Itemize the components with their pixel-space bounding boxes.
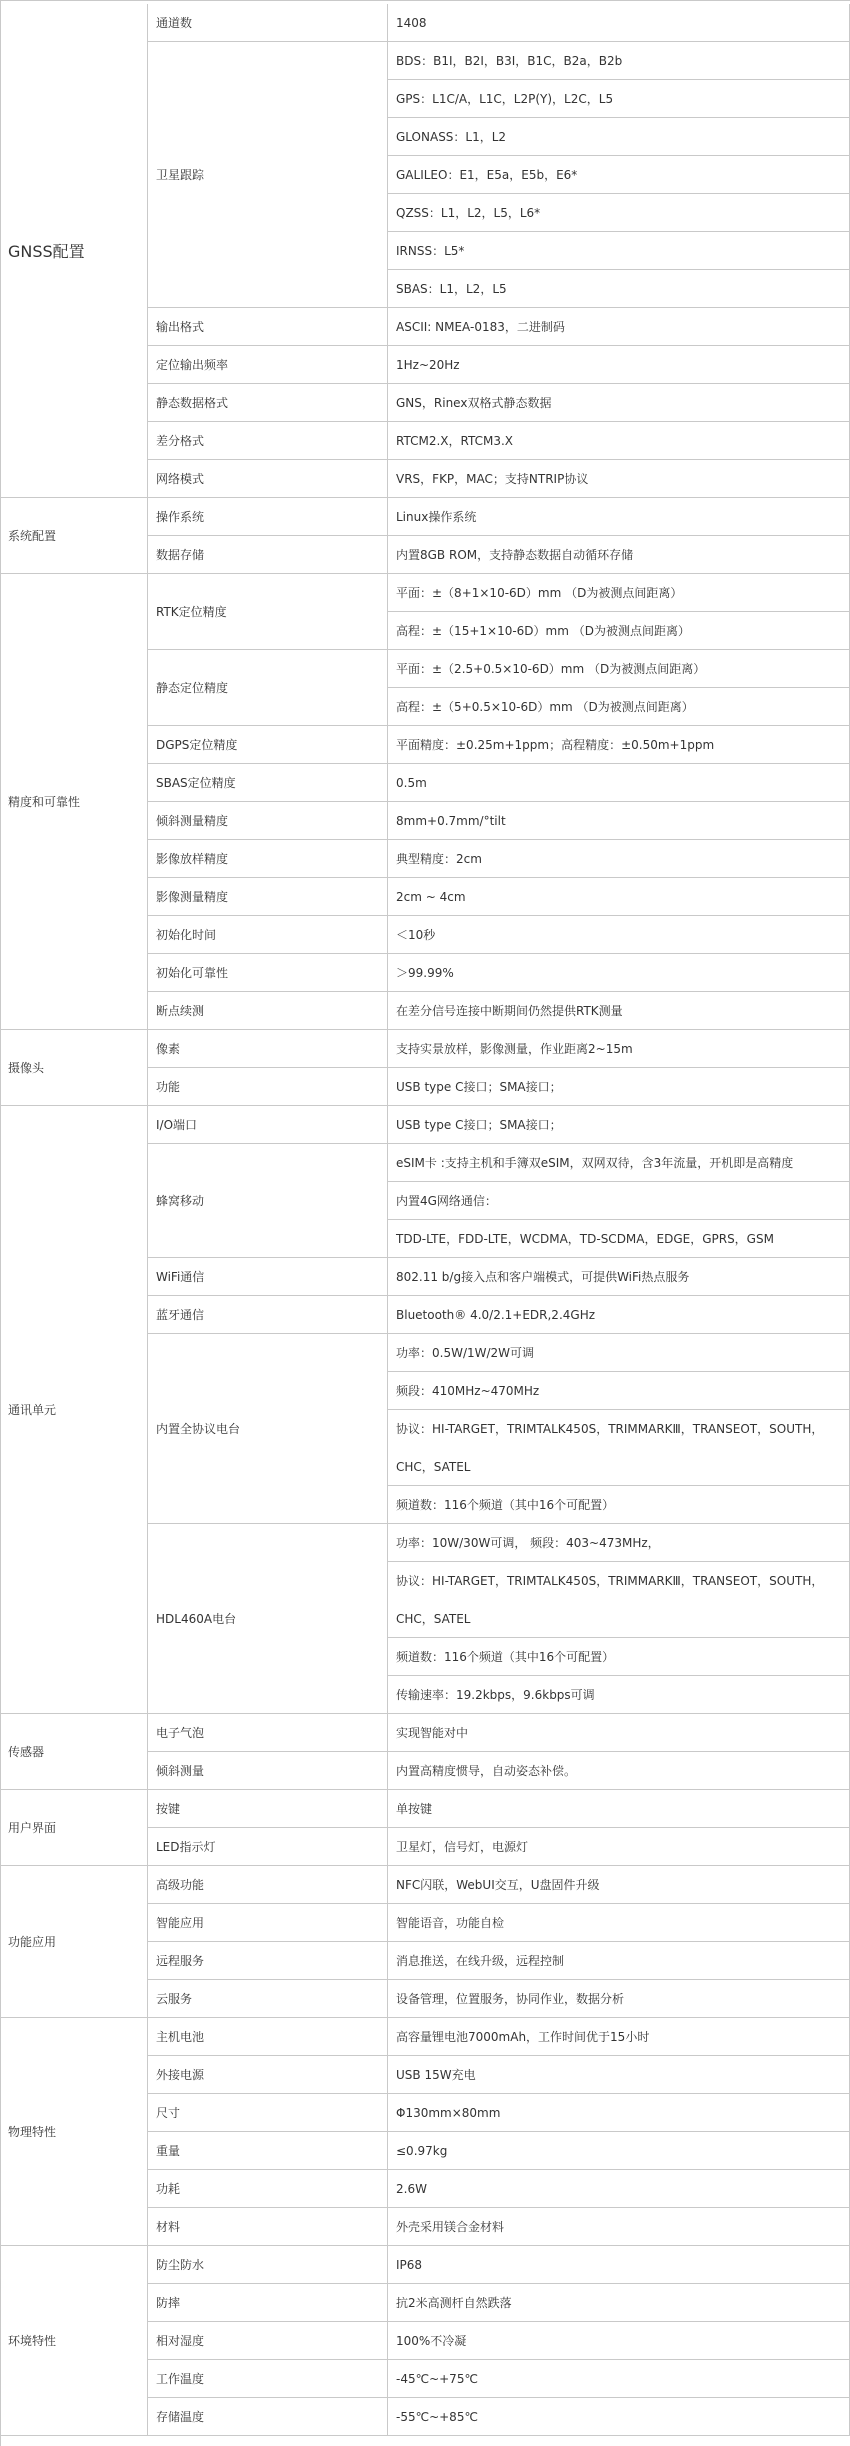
spec-label: SBAS定位精度 bbox=[148, 764, 388, 802]
spec-label: 差分格式 bbox=[148, 422, 388, 460]
spec-value: USB 15W充电 bbox=[388, 2056, 850, 2094]
spec-label: 材料 bbox=[148, 2208, 388, 2246]
spec-value: IRNSS：L5* bbox=[388, 232, 850, 270]
spec-value: Linux操作系统 bbox=[388, 498, 850, 536]
spec-value: 1Hz~20Hz bbox=[388, 346, 850, 384]
spec-value: 平面精度：±0.25m+1ppm；高程精度：±0.50m+1ppm bbox=[388, 726, 850, 764]
spec-label: 按键 bbox=[148, 1790, 388, 1828]
spec-label: 尺寸 bbox=[148, 2094, 388, 2132]
spec-label: 初始化时间 bbox=[148, 916, 388, 954]
spec-label: 功耗 bbox=[148, 2170, 388, 2208]
spec-value: GPS：L1C/A，L1C，L2P(Y)，L2C，L5 bbox=[388, 80, 850, 118]
spec-value: 频段：410MHz~470MHz bbox=[388, 1372, 850, 1410]
spec-value: 8mm+0.7mm/°tilt bbox=[388, 802, 850, 840]
spec-value: TDD-LTE，FDD-LTE，WCDMA，TD-SCDMA，EDGE，GPRS，GSM bbox=[388, 1220, 850, 1258]
spec-value: SBAS：L1，L2，L5 bbox=[388, 270, 850, 308]
spec-label: 智能应用 bbox=[148, 1904, 388, 1942]
spec-value: 内置4G网络通信： bbox=[388, 1182, 850, 1220]
spec-value: 功率：10W/30W可调， 频段：403~473MHz， bbox=[388, 1524, 850, 1562]
spec-category: 环境特性 bbox=[0, 2246, 148, 2436]
spec-label: 网络模式 bbox=[148, 460, 388, 498]
spec-value: 高程：±（5+0.5×10-6D）mm （D为被测点间距离） bbox=[388, 688, 850, 726]
spec-label: 高级功能 bbox=[148, 1866, 388, 1904]
spec-value: 平面：±（8+1×10-6D）mm （D为被测点间距离） bbox=[388, 574, 850, 612]
spec-label: 蓝牙通信 bbox=[148, 1296, 388, 1334]
spec-value: Bluetooth® 4.0/2.1+EDR,2.4GHz bbox=[388, 1296, 850, 1334]
spec-label: 远程服务 bbox=[148, 1942, 388, 1980]
spec-label: 内置全协议电台 bbox=[148, 1334, 388, 1524]
spec-label: I/O端口 bbox=[148, 1106, 388, 1144]
spec-value: 内置高精度惯导，自动姿态补偿。 bbox=[388, 1752, 850, 1790]
spec-value: -55℃~+85℃ bbox=[388, 2398, 850, 2436]
spec-label: HDL460A电台 bbox=[148, 1524, 388, 1714]
spec-label: 断点续测 bbox=[148, 992, 388, 1030]
spec-value: 2.6W bbox=[388, 2170, 850, 2208]
spec-label: LED指示灯 bbox=[148, 1828, 388, 1866]
spec-value: ≤0.97kg bbox=[388, 2132, 850, 2170]
spec-label: 定位输出频率 bbox=[148, 346, 388, 384]
spec-value: -45℃~+75℃ bbox=[388, 2360, 850, 2398]
spec-label: 通道数 bbox=[148, 4, 388, 42]
spec-category: 物理特性 bbox=[0, 2018, 148, 2246]
spec-value: RTCM2.X，RTCM3.X bbox=[388, 422, 850, 460]
spec-value: 内置8GB ROM，支持静态数据自动循环存储 bbox=[388, 536, 850, 574]
spec-value: 设备管理，位置服务，协同作业，数据分析 bbox=[388, 1980, 850, 2018]
spec-value: GALILEO：E1，E5a，E5b，E6* bbox=[388, 156, 850, 194]
spec-value: ASCII: NMEA-0183，二进制码 bbox=[388, 308, 850, 346]
spec-label: 操作系统 bbox=[148, 498, 388, 536]
spec-value: GLONASS：L1，L2 bbox=[388, 118, 850, 156]
spec-value: 抗2米高测杆自然跌落 bbox=[388, 2284, 850, 2322]
spec-category: 摄像头 bbox=[0, 1030, 148, 1106]
spec-label: 初始化可靠性 bbox=[148, 954, 388, 992]
spec-value: 协议：HI-TARGET，TRIMTALK450S，TRIMMARKⅢ，TRANSEOT，SOUTH，CHC，SATEL bbox=[388, 1410, 850, 1486]
spec-label: 数据存储 bbox=[148, 536, 388, 574]
spec-value: 1408 bbox=[388, 4, 850, 42]
spec-label: 功能 bbox=[148, 1068, 388, 1106]
spec-label: DGPS定位精度 bbox=[148, 726, 388, 764]
spec-value: 频道数：116个频道（其中16个可配置） bbox=[388, 1638, 850, 1676]
spec-label: 影像测量精度 bbox=[148, 878, 388, 916]
spec-value: 在差分信号连接中断期间仍然提供RTK测量 bbox=[388, 992, 850, 1030]
spec-label: 输出格式 bbox=[148, 308, 388, 346]
spec-value: Φ130mm×80mm bbox=[388, 2094, 850, 2132]
spec-label: 云服务 bbox=[148, 1980, 388, 2018]
spec-label: 主机电池 bbox=[148, 2018, 388, 2056]
spec-value: VRS，FKP，MAC；支持NTRIP协议 bbox=[388, 460, 850, 498]
spec-category: 精度和可靠性 bbox=[0, 574, 148, 1030]
spec-value: 平面：±（2.5+0.5×10-6D）mm （D为被测点间距离） bbox=[388, 650, 850, 688]
spec-value: 2cm ~ 4cm bbox=[388, 878, 850, 916]
spec-category: 传感器 bbox=[0, 1714, 148, 1790]
spec-value: ＞99.99% bbox=[388, 954, 850, 992]
spec-label: 防尘防水 bbox=[148, 2246, 388, 2284]
spec-value: 传输速率：19.2kbps，9.6kbps可调 bbox=[388, 1676, 850, 1714]
spec-label: 影像放样精度 bbox=[148, 840, 388, 878]
spec-label: 静态定位精度 bbox=[148, 650, 388, 726]
spec-value: 典型精度：2cm bbox=[388, 840, 850, 878]
spec-value: USB type C接口；SMA接口； bbox=[388, 1106, 850, 1144]
spec-value: 0.5m bbox=[388, 764, 850, 802]
spec-label: 静态数据格式 bbox=[148, 384, 388, 422]
spec-value: 协议：HI-TARGET，TRIMTALK450S，TRIMMARKⅢ，TRANSEOT，SOUTH，CHC，SATEL bbox=[388, 1562, 850, 1638]
spec-label: 外接电源 bbox=[148, 2056, 388, 2094]
spec-label: RTK定位精度 bbox=[148, 574, 388, 650]
spec-value: 高容量锂电池7000mAh，工作时间优于15小时 bbox=[388, 2018, 850, 2056]
spec-value: 支持实景放样，影像测量，作业距离2~15m bbox=[388, 1030, 850, 1068]
spec-value: eSIM卡 :支持主机和手簿双eSIM，双网双待，含3年流量，开机即是高精度 bbox=[388, 1144, 850, 1182]
spec-value: 802.11 b/g接入点和客户端模式，可提供WiFi热点服务 bbox=[388, 1258, 850, 1296]
spec-value: 智能语音，功能自检 bbox=[388, 1904, 850, 1942]
spec-label: 卫星跟踪 bbox=[148, 42, 388, 308]
spec-label: 工作温度 bbox=[148, 2360, 388, 2398]
spec-label: 蜂窝移动 bbox=[148, 1144, 388, 1258]
spec-value: 卫星灯，信号灯，电源灯 bbox=[388, 1828, 850, 1866]
spec-value: 实现智能对中 bbox=[388, 1714, 850, 1752]
spec-value: BDS：B1I，B2I，B3I，B1C，B2a，B2b bbox=[388, 42, 850, 80]
spec-category: 功能应用 bbox=[0, 1866, 148, 2018]
spec-value: GNS，Rinex双格式静态数据 bbox=[388, 384, 850, 422]
spec-value: QZSS：L1，L2，L5，L6* bbox=[388, 194, 850, 232]
spec-value: 100%不冷凝 bbox=[388, 2322, 850, 2360]
spec-label: 像素 bbox=[148, 1030, 388, 1068]
spec-label: 相对湿度 bbox=[148, 2322, 388, 2360]
spec-label: 倾斜测量 bbox=[148, 1752, 388, 1790]
spec-label: 电子气泡 bbox=[148, 1714, 388, 1752]
spec-value: NFC闪联，WebUI交互，U盘固件升级 bbox=[388, 1866, 850, 1904]
spec-value: 单按键 bbox=[388, 1790, 850, 1828]
spec-label: 存储温度 bbox=[148, 2398, 388, 2436]
spec-category: 通讯单元 bbox=[0, 1106, 148, 1714]
spec-value: 高程：±（15+1×10-6D）mm （D为被测点间距离） bbox=[388, 612, 850, 650]
spec-value: 消息推送，在线升级，远程控制 bbox=[388, 1942, 850, 1980]
spec-category: 系统配置 bbox=[0, 498, 148, 574]
spec-category: GNSS配置 bbox=[0, 4, 148, 498]
spec-label: WiFi通信 bbox=[148, 1258, 388, 1296]
spec-label: 重量 bbox=[148, 2132, 388, 2170]
spec-value: 频道数：116个频道（其中16个可配置） bbox=[388, 1486, 850, 1524]
spec-category: 用户界面 bbox=[0, 1790, 148, 1866]
spec-value: 功率：0.5W/1W/2W可调 bbox=[388, 1334, 850, 1372]
spec-label: 倾斜测量精度 bbox=[148, 802, 388, 840]
spec-value: IP68 bbox=[388, 2246, 850, 2284]
spec-value: USB type C接口；SMA接口； bbox=[388, 1068, 850, 1106]
spec-value: ＜10秒 bbox=[388, 916, 850, 954]
spec-value: 外壳采用镁合金材料 bbox=[388, 2208, 850, 2246]
spec-label: 防摔 bbox=[148, 2284, 388, 2322]
